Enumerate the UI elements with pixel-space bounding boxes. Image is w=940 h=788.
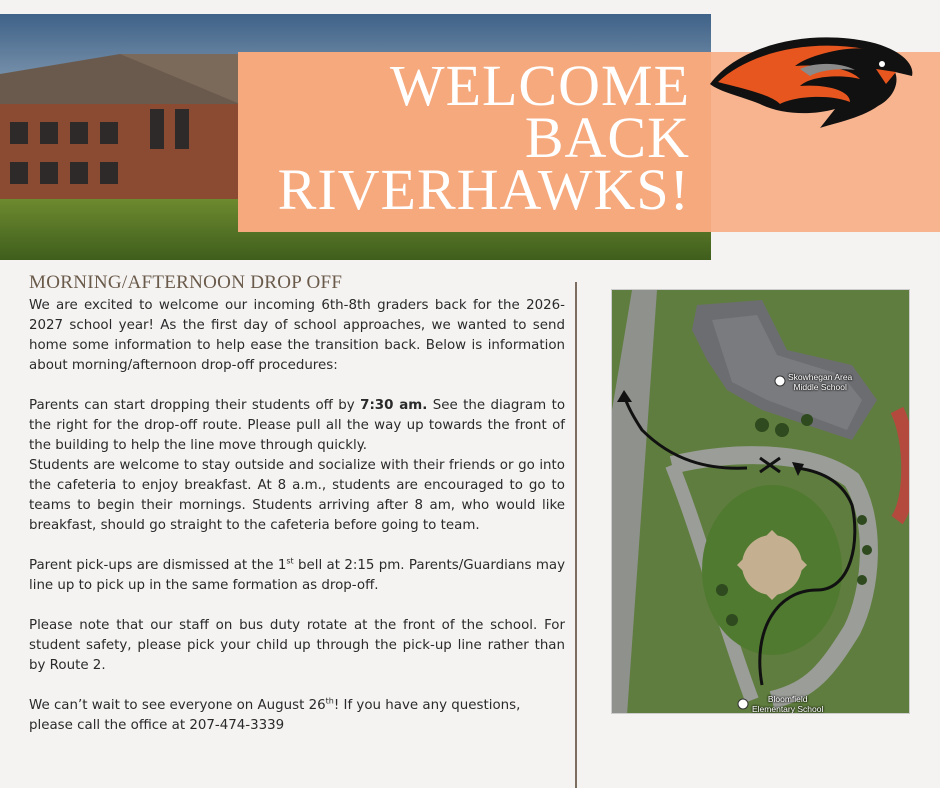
map-label-line-1: Bloomfield <box>767 694 808 704</box>
paragraph-bus-duty: Please note that our staff on bus duty rotate at the front of the school. For student safety, please pick your child up through the pick-up line rather than by Route 2. <box>29 618 565 673</box>
map-label-line-2: Middle School <box>793 382 847 392</box>
paragraph-intro: We are excited to welcome our incoming 6th-8th graders back for the 2026-2027 school year! As the first day of school approaches, we wanted to send home some information to help ease the transition back. Below is information about morning/afternoon drop-off procedures: <box>29 298 565 373</box>
paragraph-dropoff-text: Parents can start dropping their students off by <box>29 398 361 413</box>
closing-text: We can’t wait to see everyone on August 26 <box>29 698 326 713</box>
paragraph-dropoff-text-2: See the diagram to the right for the drop-off route. Please pull all the way up towards the front of the building to help the line move through quickly. <box>29 398 566 453</box>
dropoff-time: 7:30 am. <box>360 398 428 413</box>
paragraph-pickup <box>29 556 565 596</box>
satellite-map <box>612 290 910 714</box>
headline-line-2: BACK <box>524 105 690 170</box>
welcome-headline <box>238 53 690 222</box>
closing-text-2: ! If you have any questions, please call the office at 207-474-3339 <box>29 698 521 733</box>
article-body <box>29 296 565 756</box>
column-divider <box>575 282 577 788</box>
riverhawks-logo <box>700 24 920 134</box>
map-label-line-2: Elementary School <box>752 704 824 714</box>
closing-sup: th <box>325 696 334 706</box>
headline-line-1: WELCOME <box>389 53 690 118</box>
dropoff-route-map <box>611 289 910 714</box>
map-label-line-1: Skowhegan Area <box>788 372 853 382</box>
headline-line-3: RIVERHAWKS! <box>277 157 690 222</box>
pickup-sup: st <box>286 556 294 566</box>
paragraph-closing <box>29 696 565 736</box>
map-label-middle-school <box>788 372 852 392</box>
paragraph-dropoff-time <box>29 396 565 456</box>
section-title: MORNING/AFTERNOON DROP OFF <box>29 272 343 293</box>
map-label-elementary-school <box>752 694 823 714</box>
pickup-text-2: bell at 2:15 pm. Parents/Guardians may line up to pick up in the same formation as drop-off. <box>29 558 565 593</box>
paragraph-breakfast: Students are welcome to stay outside and socialize with their friends or go into the cafeteria to enjoy breakfast. At 8 a.m., students are encouraged to go to teams to begin their mornings. Students arriving after 8 am, who would like breakfast, should go straight to the cafeteria before going to team. <box>29 458 565 533</box>
pickup-text: Parent pick-ups are dismissed at the 1 <box>29 558 287 573</box>
